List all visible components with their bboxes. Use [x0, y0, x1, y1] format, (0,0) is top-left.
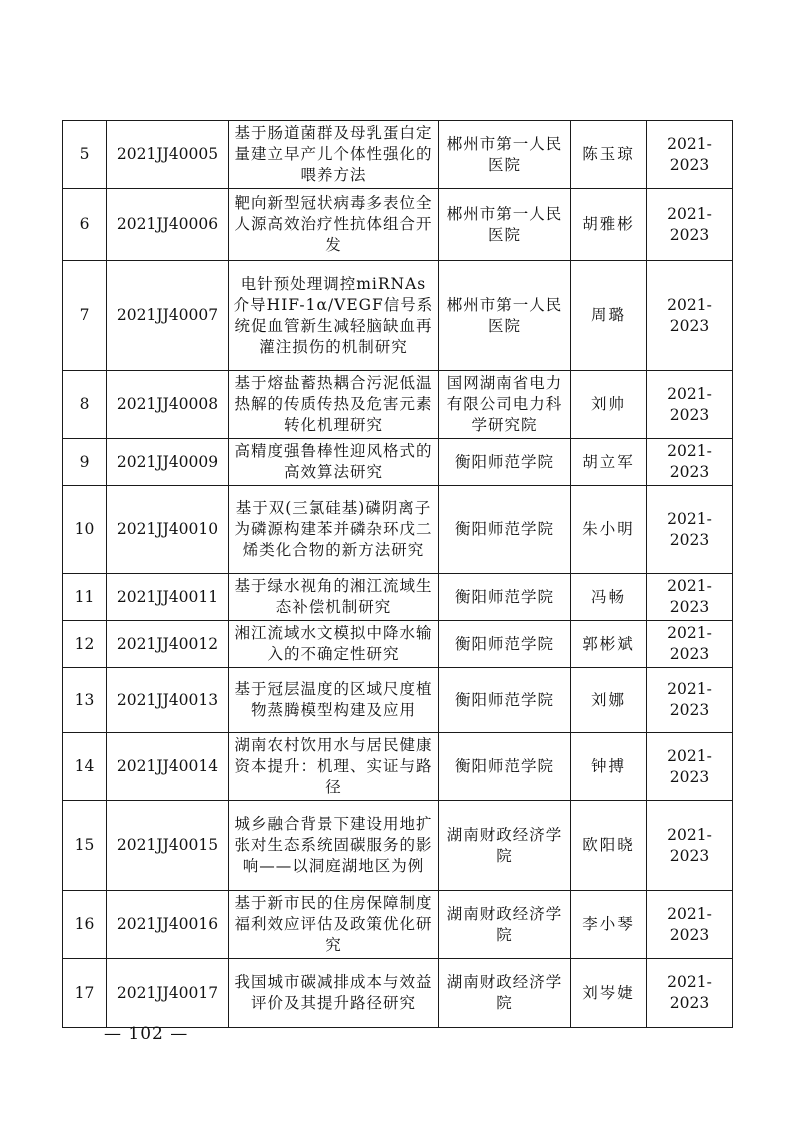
institution: 郴州市第一人民医院 [439, 189, 571, 261]
project-code: 2021JJ40009 [107, 439, 229, 486]
principal-investigator: 刘帅 [571, 371, 647, 439]
row-number: 9 [63, 439, 107, 486]
row-number: 14 [63, 733, 107, 801]
project-period: 2021-2023 [647, 959, 733, 1028]
project-period: 2021-2023 [647, 668, 733, 733]
institution: 衡阳师范学院 [439, 574, 571, 621]
table-row [63, 189, 733, 261]
table-row [63, 121, 733, 189]
table-row [63, 261, 733, 371]
row-number: 16 [63, 891, 107, 959]
institution: 衡阳师范学院 [439, 668, 571, 733]
project-code: 2021JJ40011 [107, 574, 229, 621]
principal-investigator: 欧阳晓 [571, 801, 647, 891]
principal-investigator: 冯畅 [571, 574, 647, 621]
row-number: 10 [63, 486, 107, 574]
row-number: 11 [63, 574, 107, 621]
principal-investigator: 胡立军 [571, 439, 647, 486]
project-code: 2021JJ40014 [107, 733, 229, 801]
table-row [63, 621, 733, 668]
project-period: 2021-2023 [647, 621, 733, 668]
row-number: 5 [63, 121, 107, 189]
project-title: 湖南农村饮用水与居民健康资本提升：机理、实证与路径 [229, 733, 439, 801]
project-period: 2021-2023 [647, 189, 733, 261]
table-row [63, 574, 733, 621]
project-code: 2021JJ40016 [107, 891, 229, 959]
institution: 衡阳师范学院 [439, 733, 571, 801]
row-number: 12 [63, 621, 107, 668]
project-title: 高精度强鲁棒性迎风格式的高效算法研究 [229, 439, 439, 486]
row-number: 15 [63, 801, 107, 891]
project-code: 2021JJ40005 [107, 121, 229, 189]
project-period: 2021-2023 [647, 891, 733, 959]
project-title: 靶向新型冠状病毒多表位全人源高效治疗性抗体组合开发 [229, 189, 439, 261]
project-code: 2021JJ40007 [107, 261, 229, 371]
project-code: 2021JJ40010 [107, 486, 229, 574]
principal-investigator: 刘娜 [571, 668, 647, 733]
project-title: 基于新市民的住房保障制度福利效应评估及政策优化研究 [229, 891, 439, 959]
institution: 国网湖南省电力有限公司电力科学研究院 [439, 371, 571, 439]
project-title: 基于冠层温度的区域尺度植物蒸腾模型构建及应用 [229, 668, 439, 733]
project-code: 2021JJ40013 [107, 668, 229, 733]
table-row [63, 891, 733, 959]
row-number: 8 [63, 371, 107, 439]
project-title: 基于双(三氯硅基)磷阴离子为磷源构建苯并磷杂环戊二烯类化合物的新方法研究 [229, 486, 439, 574]
project-period: 2021-2023 [647, 574, 733, 621]
institution: 衡阳师范学院 [439, 486, 571, 574]
project-period: 2021-2023 [647, 121, 733, 189]
project-period: 2021-2023 [647, 801, 733, 891]
table-row [63, 668, 733, 733]
institution: 湖南财政经济学院 [439, 801, 571, 891]
principal-investigator: 刘岑婕 [571, 959, 647, 1028]
row-number: 17 [63, 959, 107, 1028]
institution: 郴州市第一人民医院 [439, 261, 571, 371]
table-row [63, 486, 733, 574]
project-title: 湘江流域水文模拟中降水输入的不确定性研究 [229, 621, 439, 668]
project-code: 2021JJ40008 [107, 371, 229, 439]
page-number: — 102 — [104, 1024, 189, 1044]
project-period: 2021-2023 [647, 486, 733, 574]
project-code: 2021JJ40006 [107, 189, 229, 261]
project-title: 基于绿水视角的湘江流域生态补偿机制研究 [229, 574, 439, 621]
project-title: 基于熔盐蓄热耦合污泥低温热解的传质传热及危害元素转化机理研究 [229, 371, 439, 439]
row-number: 13 [63, 668, 107, 733]
institution: 郴州市第一人民医院 [439, 121, 571, 189]
project-table [62, 120, 733, 1028]
row-number: 7 [63, 261, 107, 371]
project-code: 2021JJ40015 [107, 801, 229, 891]
principal-investigator: 钟搏 [571, 733, 647, 801]
table-row [63, 959, 733, 1028]
table-row [63, 439, 733, 486]
project-title: 基于肠道菌群及母乳蛋白定量建立早产儿个体性强化的喂养方法 [229, 121, 439, 189]
principal-investigator: 朱小明 [571, 486, 647, 574]
table-row [63, 371, 733, 439]
project-code: 2021JJ40017 [107, 959, 229, 1028]
institution: 湖南财政经济学院 [439, 891, 571, 959]
project-period: 2021-2023 [647, 371, 733, 439]
table-row [63, 801, 733, 891]
institution: 衡阳师范学院 [439, 439, 571, 486]
principal-investigator: 郭彬斌 [571, 621, 647, 668]
project-period: 2021-2023 [647, 439, 733, 486]
project-period: 2021-2023 [647, 261, 733, 371]
table-row [63, 733, 733, 801]
principal-investigator: 李小琴 [571, 891, 647, 959]
row-number: 6 [63, 189, 107, 261]
institution: 衡阳师范学院 [439, 621, 571, 668]
project-period: 2021-2023 [647, 733, 733, 801]
project-title: 电针预处理调控miRNAs介导HIF-1α/VEGF信号系统促血管新生减轻脑缺血再灌注损伤的机制研究 [229, 261, 439, 371]
project-code: 2021JJ40012 [107, 621, 229, 668]
project-title: 我国城市碳减排成本与效益评价及其提升路径研究 [229, 959, 439, 1028]
principal-investigator: 周璐 [571, 261, 647, 371]
project-title: 城乡融合背景下建设用地扩张对生态系统固碳服务的影响——以洞庭湖地区为例 [229, 801, 439, 891]
principal-investigator: 陈玉琼 [571, 121, 647, 189]
principal-investigator: 胡雅彬 [571, 189, 647, 261]
institution: 湖南财政经济学院 [439, 959, 571, 1028]
